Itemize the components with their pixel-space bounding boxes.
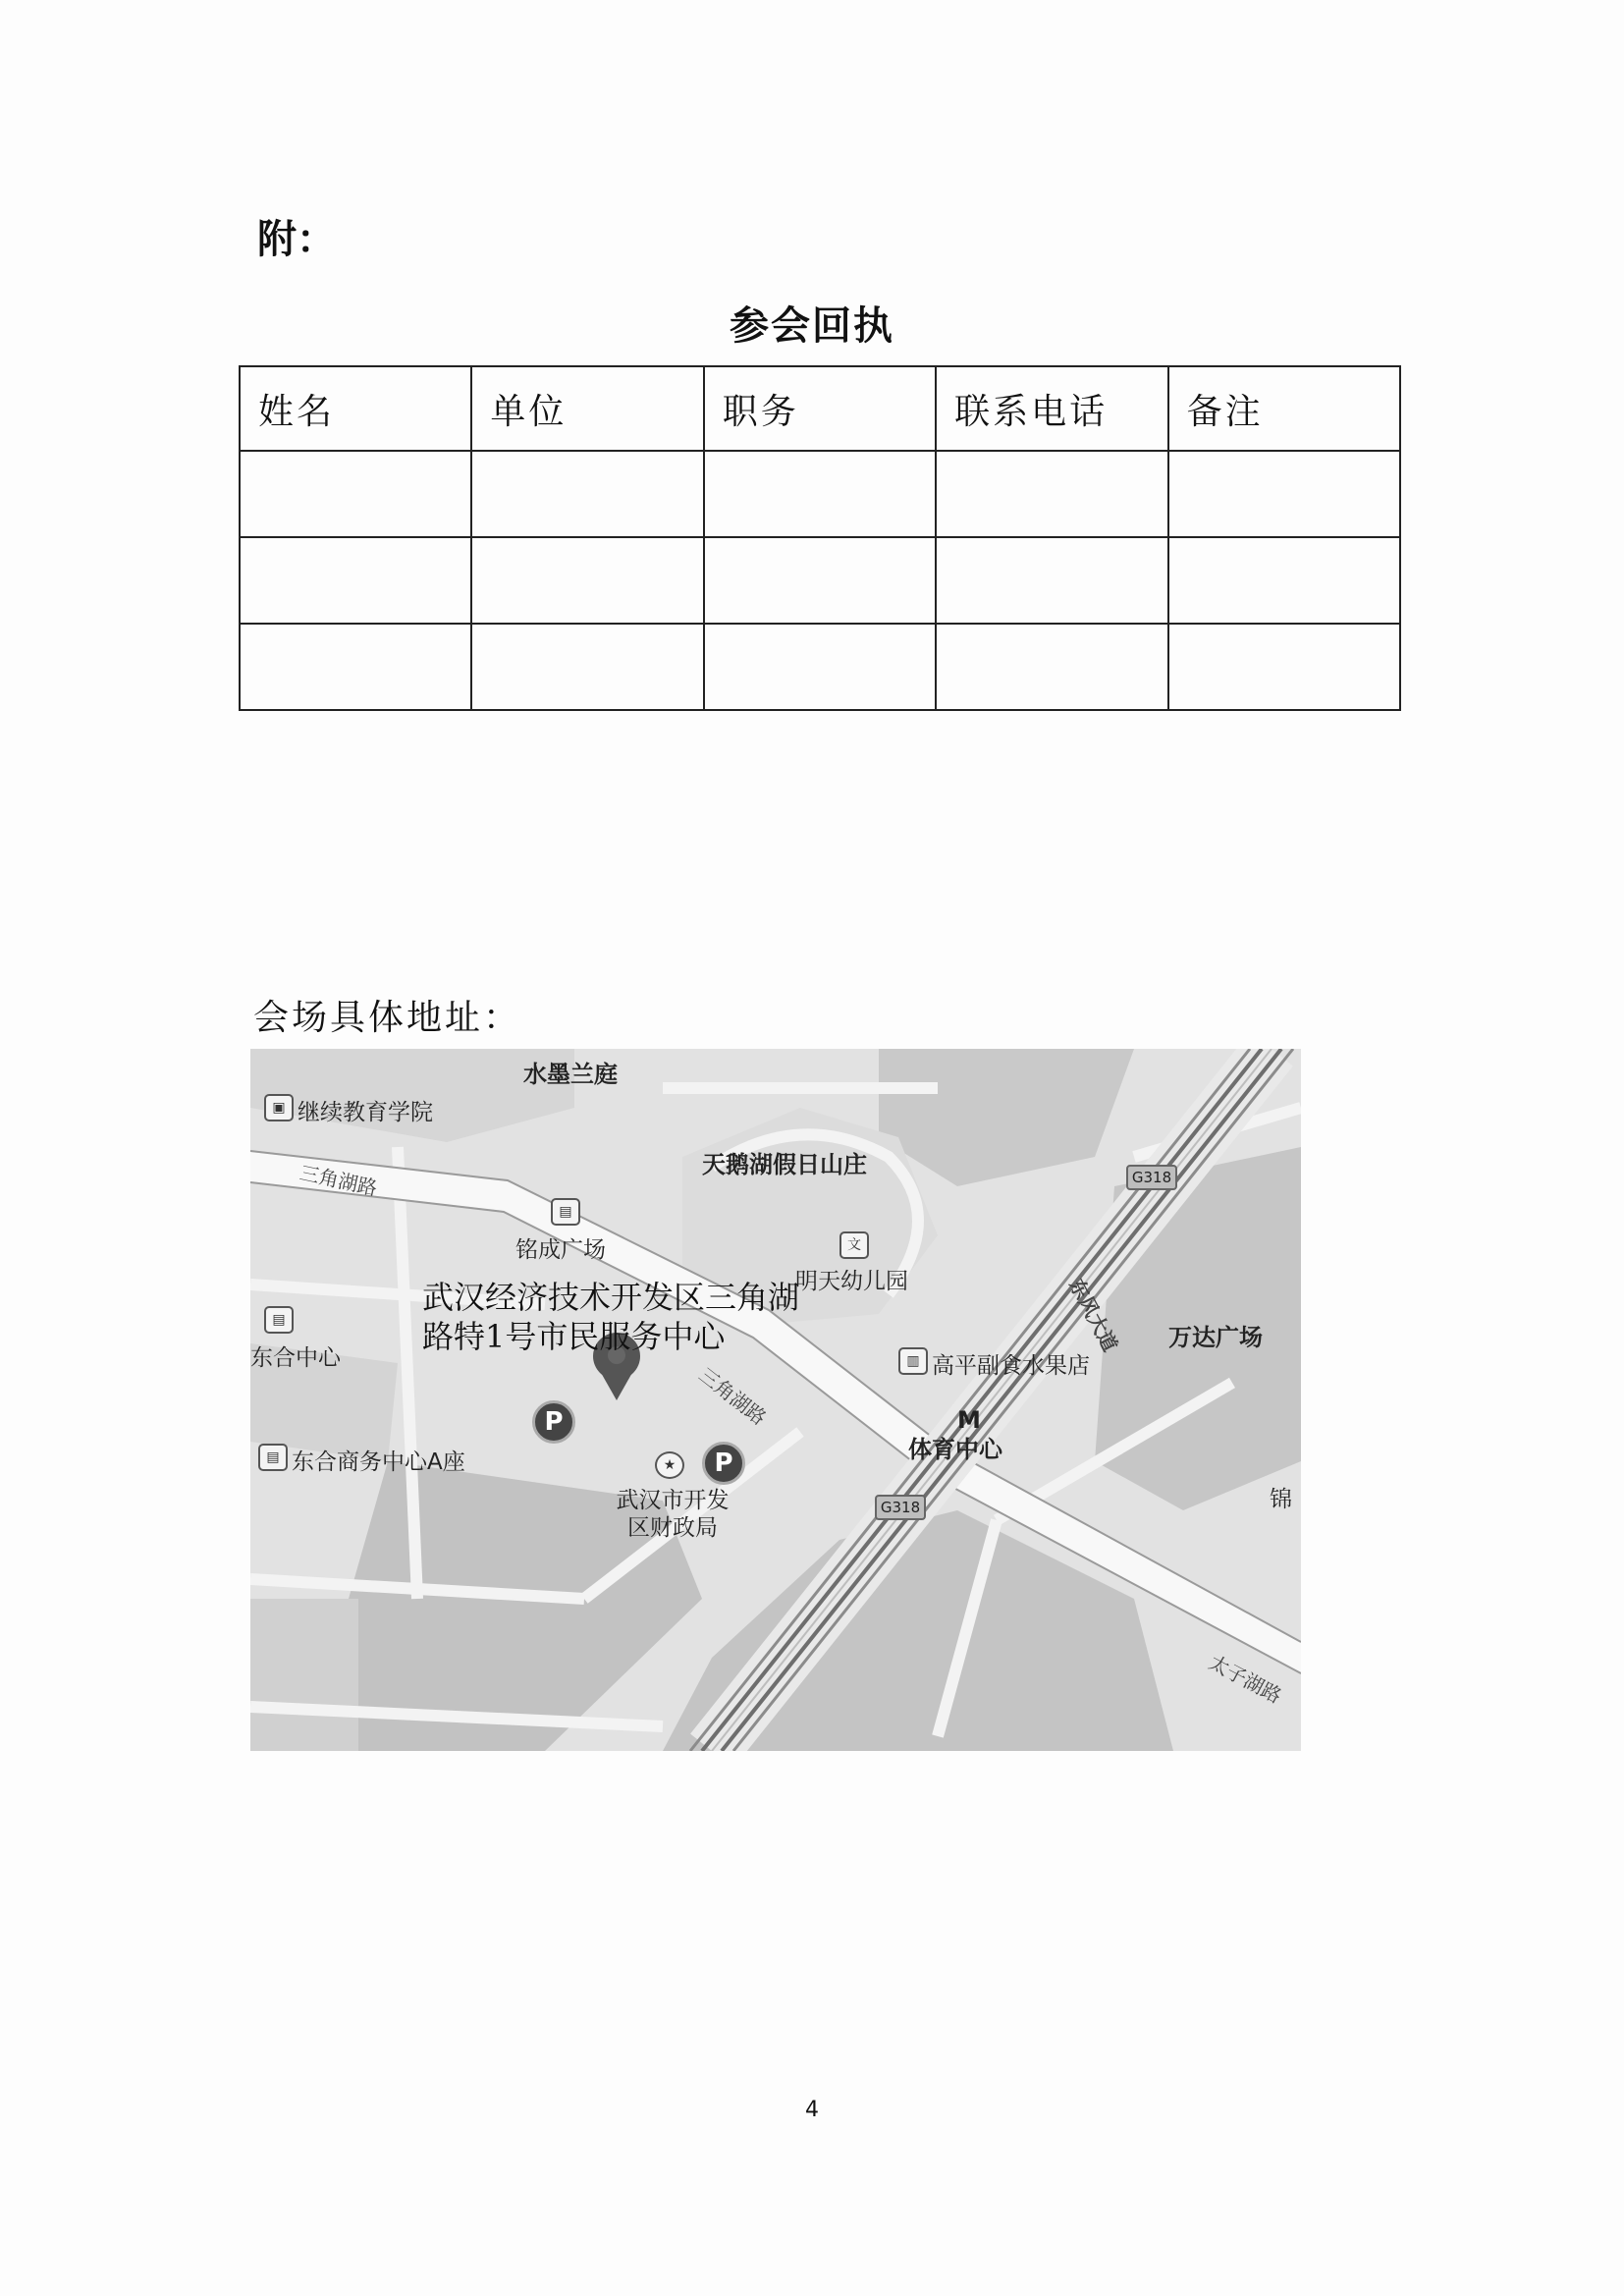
venue-label: 会场具体地址： bbox=[253, 998, 522, 1038]
table-cell[interactable] bbox=[704, 537, 936, 624]
place-tiane: 天鹅湖假日山庄 bbox=[702, 1151, 867, 1178]
table-cell[interactable] bbox=[240, 537, 471, 624]
table-cell[interactable] bbox=[1168, 624, 1400, 710]
table-cell[interactable] bbox=[936, 624, 1167, 710]
table-cell[interactable] bbox=[936, 451, 1167, 537]
table-cell[interactable] bbox=[240, 451, 471, 537]
place-jin: 锦 bbox=[1270, 1487, 1292, 1512]
road-taizi: 太子湖路 bbox=[1205, 1650, 1286, 1709]
metro-icon: M bbox=[957, 1406, 981, 1434]
shop-icon: ▥ bbox=[898, 1347, 928, 1375]
table-cell[interactable] bbox=[471, 624, 703, 710]
place-kindergarten: 明天幼儿园 bbox=[795, 1269, 908, 1294]
parking-icon: P bbox=[532, 1400, 575, 1444]
building-icon: ▤ bbox=[551, 1198, 580, 1226]
table-cell[interactable] bbox=[1168, 537, 1400, 624]
table-cell[interactable] bbox=[704, 624, 936, 710]
table-row bbox=[240, 624, 1400, 710]
header-position: 职务 bbox=[704, 366, 936, 451]
header-phone: 联系电话 bbox=[936, 366, 1167, 451]
road-sanjiao-east: 三角湖路 bbox=[694, 1362, 771, 1430]
road-dongfeng: 东风大道 bbox=[1064, 1275, 1123, 1356]
table-cell[interactable] bbox=[471, 537, 703, 624]
table-cell[interactable] bbox=[936, 537, 1167, 624]
table-row bbox=[240, 537, 1400, 624]
table-cell[interactable] bbox=[240, 624, 471, 710]
header-unit: 单位 bbox=[471, 366, 703, 451]
table-cell[interactable] bbox=[704, 451, 936, 537]
table-header-row bbox=[240, 366, 1400, 451]
culture-icon: 文 bbox=[839, 1231, 869, 1259]
header-name: 姓名 bbox=[240, 366, 471, 451]
road-sanjiao-west: 三角湖路 bbox=[298, 1160, 380, 1201]
page-number: 4 bbox=[805, 2098, 819, 2122]
highway-shield-g318: G318 bbox=[1126, 1165, 1177, 1190]
venue-address: 武汉经济技术开发区三角湖路特1号市民服务中心 bbox=[422, 1279, 800, 1355]
place-donghe-a: 东合商务中心A座 bbox=[292, 1449, 465, 1475]
highway-shield-g318: G318 bbox=[875, 1495, 926, 1520]
building-icon: ▤ bbox=[258, 1444, 288, 1471]
parking-icon: P bbox=[702, 1442, 745, 1485]
header-remark: 备注 bbox=[1168, 366, 1400, 451]
table-row bbox=[240, 451, 1400, 537]
place-shuimolan: 水墨兰庭 bbox=[523, 1061, 618, 1088]
table-cell[interactable] bbox=[1168, 451, 1400, 537]
government-icon: ★ bbox=[655, 1451, 684, 1479]
place-sports: 体育中心 bbox=[908, 1436, 1002, 1463]
building-icon: ▤ bbox=[264, 1306, 294, 1334]
place-fruitshop: 高平副食水果店 bbox=[932, 1353, 1090, 1379]
place-mingcheng: 铭成广场 bbox=[515, 1237, 606, 1263]
form-title: 参会回执 bbox=[730, 302, 894, 349]
table-cell[interactable] bbox=[471, 451, 703, 537]
place-wanda: 万达广场 bbox=[1168, 1324, 1263, 1351]
attachment-label: 附： bbox=[257, 216, 336, 262]
place-finance: 武汉市开发区财政局 bbox=[616, 1488, 730, 1541]
venue-map[interactable] bbox=[250, 1049, 1301, 1751]
reply-table bbox=[239, 365, 1401, 711]
place-education: 继续教育学院 bbox=[298, 1100, 433, 1125]
place-donghe: 东合中心 bbox=[250, 1345, 341, 1371]
education-icon: ▣ bbox=[264, 1094, 294, 1121]
